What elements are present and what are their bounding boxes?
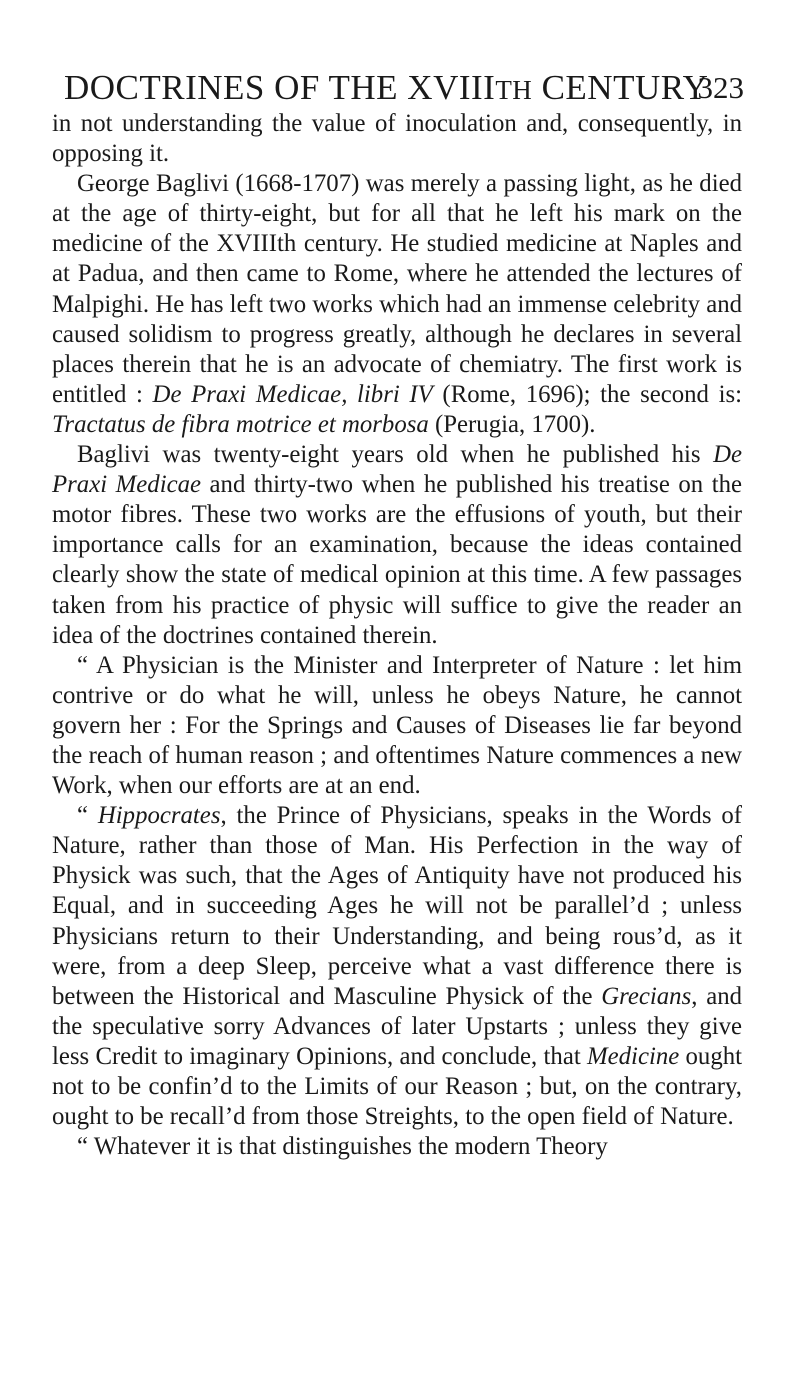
running-title-main: DOCTRINES OF THE XVIII (64, 68, 496, 107)
book-title-italic: Tractatus de fibra motrice et morbosa (52, 410, 429, 438)
paragraph-text: and thirty-two when he published his treatise on the motor fibres. These two works are the effusions of youth, but their importance calls for an examination, because the ideas contained clearly show the state of medical opinion at this time. A few passages taken from his practice of physic will suffice to give the reader an idea of the doctrines contained therein. (52, 471, 743, 649)
paragraph-quote-modern-theory: “ Whatever it is that distinguishes the modern Theory (77, 1133, 608, 1161)
paragraph-quote-physician: “ A Physician is the Minister and Interpreter of Nature : let him contrive or do what he will, unless he obeys Nature, he cannot govern her : For the Springs and Causes of Diseases lie far beyond the reach of human reason ; and oftentimes Nature commences a new Work, when our efforts are at an end. (52, 651, 742, 800)
paragraph-text: ought not to be confin’d to the Limits of our Reason ; but, on the contrary, ought to be recall’d from those Streights, to the open field of Nature. (52, 1042, 743, 1131)
paragraph-text: , the Prince of Physicians, speaks in the Words of Nature, rather than those of Man. His Perfection in the way of Physick was such, that the Ages of Antiquity have not produced his Equal, and in succeeding Ages he will not be parallel’d ; unless Physicians return to their Understanding, and being rous’d, as it were, from a deep Sleep, perceive what a vast difference there is between the Historical and Masculine Physick of the (52, 802, 742, 1010)
paragraph-text: (Perugia, 1700). (428, 410, 596, 438)
name-italic: Grecians (601, 982, 692, 1010)
paragraph-baglivi-intro (52, 169, 742, 440)
running-head (64, 66, 744, 110)
paragraph-text: George Baglivi (1668-1707) was merely a passing light, as he died at the age of thirty-eight, but for all that he left his mark on the medicine of the XVIIIth century. He studied medicine at Naples and at Padua, and then came to Rome, where he attended the lectures of Malpighi. He has left two works which had an immense celebrity and caused solidism to progress greatly, although he declares in several places therein that he is an advocate of chemiatry. The first work is entitled : (52, 170, 743, 408)
paragraph-quote-hippocrates (52, 801, 742, 1132)
paragraph-continuation: in not understanding the value of inoculation and, consequently, in opposing it. (52, 110, 742, 168)
paragraph-text: (Rome, 1696); the second is: (432, 380, 743, 408)
running-title-end: CENTURY (532, 68, 709, 107)
paragraph-text: , and the speculative sorry Advances of later Upstarts ; unless they give less Credit to imaginary Opinions, and conclude, that (52, 982, 743, 1070)
body-text (52, 109, 742, 1162)
paragraph-text: Baglivi was twenty-eight years old when he published his (77, 441, 714, 469)
book-title-italic: De Praxi Medicae (52, 441, 742, 499)
word-italic: Medicine (587, 1042, 680, 1070)
running-title-superscript: TH (495, 75, 533, 105)
book-title-italic: De Praxi Medicae, libri IV (152, 380, 433, 408)
name-italic: Hippocrates (97, 802, 221, 830)
paragraph-text: “ (77, 802, 98, 830)
paragraph-baglivi-works (52, 440, 742, 651)
running-title (64, 66, 708, 112)
page-number: 323 (697, 70, 744, 105)
